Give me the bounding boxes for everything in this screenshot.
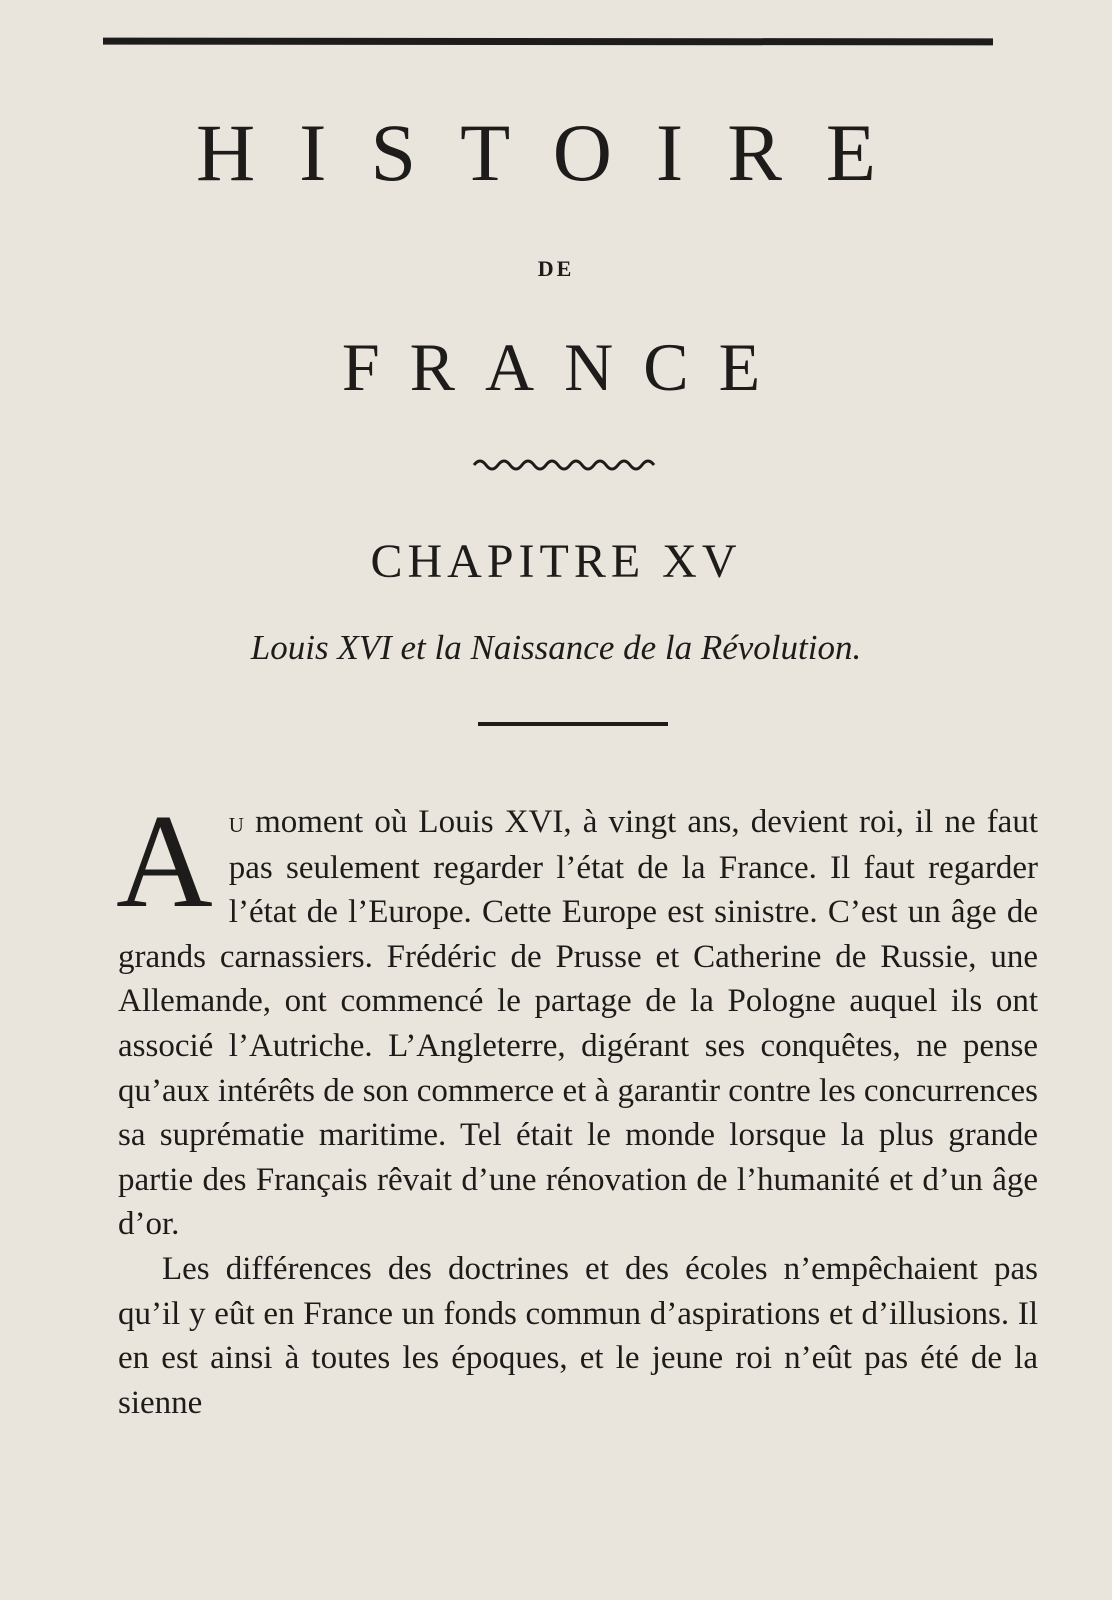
first-word-rest: u (228, 806, 244, 839)
paragraph-1 (116, 787, 1038, 1247)
title-connector: DE (537, 256, 575, 281)
top-rule (103, 38, 993, 46)
title-country: FRANCE (341, 329, 791, 405)
section-rule (478, 722, 668, 726)
chapter-heading: CHAPITRE XV (370, 535, 742, 588)
paragraph-2: Les différences des doctrines et des écoles n’empêchaient pas qu’il y eût en France un fonds commun d’aspirations et d’illusions. Il en est ainsi à toutes les époques, et le jeune roi n’eût pas été de la sienne (118, 1250, 1038, 1421)
paragraph-1-text: moment où Louis XVI, à vingt ans, devient roi, il ne faut pas seulement regarder l’état de la France. Il faut regarder l’état de l’Europe. Cette Europe est sinistre. C’est un âge de grands carnassiers. Frédéric de Prusse et Catherine de Russie, une Allemande, ont commencé le partage de la Pologne auquel ils ont associé l’Autriche. L’Angleterre, digérant ses conquêtes, ne pense qu’aux intérêts de son commerce et à garantir contre les concurrences sa suprématie maritime. Tel était le monde lorsque la plus grande partie des Français rêvait d’une rénovation de l’humanité et d’un âge d’or. (118, 804, 1038, 1243)
drop-cap: A (116, 787, 213, 935)
body-text (116, 787, 1038, 1425)
wave-ornament (472, 455, 657, 475)
chapter-subtitle: Louis XVI et la Naissance de la Révolution. (250, 628, 862, 667)
page-title: HISTOIRE (195, 107, 921, 198)
